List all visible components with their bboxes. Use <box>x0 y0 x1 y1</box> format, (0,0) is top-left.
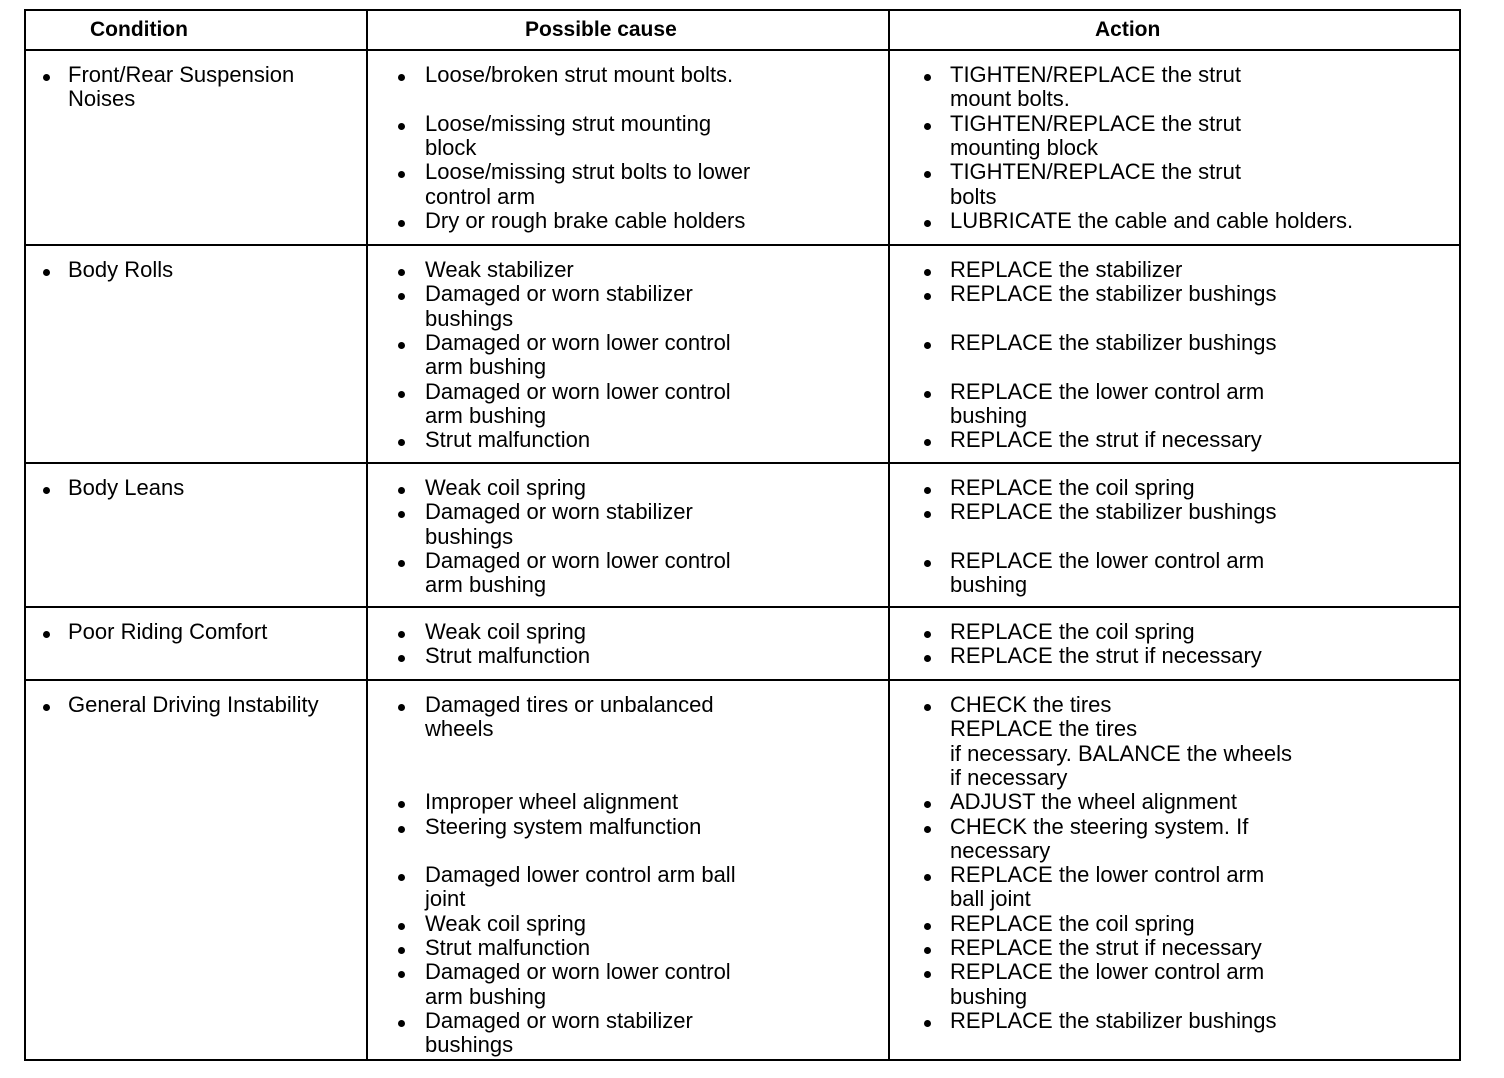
possible-cause-text: Damaged or worn lower control <box>425 329 731 355</box>
action-text: REPLACE the lower control arm <box>950 378 1265 404</box>
action-text: mount bolts. <box>950 86 1070 112</box>
possible-cause-text: arm bushing <box>425 572 547 598</box>
row-divider <box>26 679 1461 681</box>
column-divider <box>366 9 368 1061</box>
possible-cause-text: Damaged or worn lower control <box>425 547 731 573</box>
bullet-icon <box>43 487 50 494</box>
action-text: mounting block <box>950 134 1098 160</box>
possible-cause-text: Steering system malfunction <box>425 813 702 839</box>
action-text: REPLACE the stabilizer bushings <box>950 1007 1277 1033</box>
header-condition: Condition <box>90 18 188 41</box>
bullet-icon <box>398 439 405 446</box>
possible-cause-text: arm bushing <box>425 354 547 380</box>
condition-text: Poor Riding Comfort <box>68 619 268 644</box>
action-text: REPLACE the lower control arm <box>950 862 1265 888</box>
possible-cause-text: Damaged or worn stabilizer <box>425 281 693 307</box>
possible-cause-text: wheels <box>425 716 494 742</box>
possible-cause-text: Damaged tires or unbalanced <box>425 692 714 717</box>
action-text: REPLACE the coil spring <box>950 910 1195 936</box>
bullet-icon <box>398 923 405 930</box>
bullet-icon <box>924 439 931 446</box>
bullet-icon <box>924 704 931 711</box>
possible-cause-text: Damaged lower control arm ball <box>425 862 736 888</box>
possible-cause-text: control arm <box>425 183 536 209</box>
bullet-icon <box>924 801 931 808</box>
bullet-icon <box>398 801 405 808</box>
condition-text: Noises <box>68 86 136 112</box>
action-text: CHECK the tires <box>950 692 1112 717</box>
bullet-icon <box>924 971 931 978</box>
action-text: REPLACE the coil spring <box>950 475 1195 500</box>
bullet-icon <box>398 293 405 300</box>
action-text: REPLACE the strut if necessary <box>950 643 1262 669</box>
possible-cause-text: Damaged or worn stabilizer <box>425 1007 693 1033</box>
bullet-icon <box>398 391 405 398</box>
condition-text: Body Leans <box>68 475 185 500</box>
possible-cause-text: Loose/missing strut bolts to lower <box>425 159 751 185</box>
bullet-icon <box>924 923 931 930</box>
action-text: bushing <box>950 983 1028 1009</box>
bullet-icon <box>924 342 931 349</box>
header-possible-cause: Possible cause <box>525 18 677 41</box>
bullet-icon <box>398 971 405 978</box>
header-divider <box>24 49 1461 51</box>
action-text: bushing <box>950 572 1028 598</box>
action-text: LUBRICATE the cable and cable holders. <box>950 207 1354 233</box>
bullet-icon <box>924 293 931 300</box>
possible-cause-text: bushings <box>425 305 514 331</box>
bullet-icon <box>924 1020 931 1027</box>
action-text: ADJUST the wheel alignment <box>950 789 1237 815</box>
bullet-icon <box>398 826 405 833</box>
possible-cause-text: block <box>425 134 477 160</box>
bullet-icon <box>398 123 405 130</box>
possible-cause-text: Improper wheel alignment <box>425 789 679 815</box>
possible-cause-text: Damaged or worn lower control <box>425 959 731 985</box>
bullet-icon <box>924 391 931 398</box>
condition-text: Body Rolls <box>68 257 174 282</box>
bullet-icon <box>924 269 931 276</box>
row-divider <box>26 606 1461 608</box>
table-border-bottom <box>26 1059 1461 1061</box>
possible-cause-text: Strut malfunction <box>425 935 591 960</box>
bullet-icon <box>398 511 405 518</box>
possible-cause-text: Dry or rough brake cable holders <box>425 207 746 233</box>
action-text: REPLACE the strut if necessary <box>950 427 1262 453</box>
action-text: TIGHTEN/REPLACE the strut <box>950 62 1241 87</box>
action-text: ball joint <box>950 886 1031 912</box>
bullet-icon <box>398 487 405 494</box>
action-text: REPLACE the lower control arm <box>950 547 1265 573</box>
bullet-icon <box>398 1020 405 1027</box>
bullet-icon <box>924 826 931 833</box>
bullet-icon <box>924 220 931 227</box>
action-text: REPLACE the lower control arm <box>950 959 1265 985</box>
action-text: REPLACE the strut if necessary <box>950 935 1262 960</box>
action-text: CHECK the steering system. If <box>950 813 1249 839</box>
possible-cause-text: Weak coil spring <box>425 475 586 500</box>
possible-cause-text: Strut malfunction <box>425 643 591 669</box>
possible-cause-text: joint <box>425 886 466 912</box>
bullet-icon <box>398 704 405 711</box>
bullet-icon <box>398 560 405 567</box>
table-border-right <box>1459 9 1461 1061</box>
possible-cause-text: Weak coil spring <box>425 619 586 644</box>
bullet-icon <box>924 511 931 518</box>
table-border-left <box>24 9 26 1061</box>
bullet-icon <box>924 631 931 638</box>
bullet-icon <box>398 269 405 276</box>
bullet-icon <box>924 947 931 954</box>
possible-cause-text: Strut malfunction <box>425 427 591 453</box>
bullet-icon <box>924 655 931 662</box>
action-text: TIGHTEN/REPLACE the strut <box>950 159 1241 185</box>
action-text: REPLACE the stabilizer bushings <box>950 499 1277 525</box>
possible-cause-text: bushings <box>425 1032 514 1058</box>
action-text: necessary <box>950 837 1051 863</box>
possible-cause-text: Loose/broken strut mount bolts. <box>425 62 734 87</box>
possible-cause-text: Loose/missing strut mounting <box>425 110 712 136</box>
condition-text: Front/Rear Suspension <box>68 62 295 87</box>
row-divider <box>26 244 1461 246</box>
bullet-icon <box>398 342 405 349</box>
possible-cause-text: Weak coil spring <box>425 910 586 936</box>
possible-cause-text: Damaged or worn lower control <box>425 378 731 404</box>
header-action: Action <box>1095 18 1161 41</box>
bullet-icon <box>43 269 50 276</box>
possible-cause-text: Damaged or worn stabilizer <box>425 499 693 525</box>
action-text: if necessary <box>950 764 1068 790</box>
possible-cause-text: arm bushing <box>425 983 547 1009</box>
bullet-icon <box>398 874 405 881</box>
action-text: bolts <box>950 183 997 209</box>
bullet-icon <box>43 74 50 81</box>
bullet-icon <box>924 874 931 881</box>
bullet-icon <box>398 947 405 954</box>
row-divider <box>26 462 1461 464</box>
bullet-icon <box>398 631 405 638</box>
bullet-icon <box>924 74 931 81</box>
possible-cause-text: arm bushing <box>425 402 547 428</box>
bullet-icon <box>924 171 931 178</box>
action-text: REPLACE the tires <box>950 716 1138 742</box>
action-text: REPLACE the stabilizer <box>950 257 1183 282</box>
action-text: REPLACE the coil spring <box>950 619 1195 644</box>
action-text: REPLACE the stabilizer bushings <box>950 329 1277 355</box>
bullet-icon <box>924 487 931 494</box>
action-text: TIGHTEN/REPLACE the strut <box>950 110 1241 136</box>
action-text: bushing <box>950 402 1028 428</box>
bullet-icon <box>43 631 50 638</box>
condition-text: General Driving Instability <box>68 692 319 717</box>
bullet-icon <box>398 74 405 81</box>
possible-cause-text: Weak stabilizer <box>425 257 574 282</box>
bullet-icon <box>43 704 50 711</box>
bullet-icon <box>398 655 405 662</box>
column-divider <box>888 9 890 1061</box>
bullet-icon <box>924 560 931 567</box>
bullet-icon <box>398 171 405 178</box>
possible-cause-text: bushings <box>425 523 514 549</box>
bullet-icon <box>924 123 931 130</box>
table-border-top <box>24 9 1461 11</box>
bullet-icon <box>398 220 405 227</box>
action-text: if necessary. BALANCE the wheels <box>950 740 1292 766</box>
action-text: REPLACE the stabilizer bushings <box>950 281 1277 307</box>
